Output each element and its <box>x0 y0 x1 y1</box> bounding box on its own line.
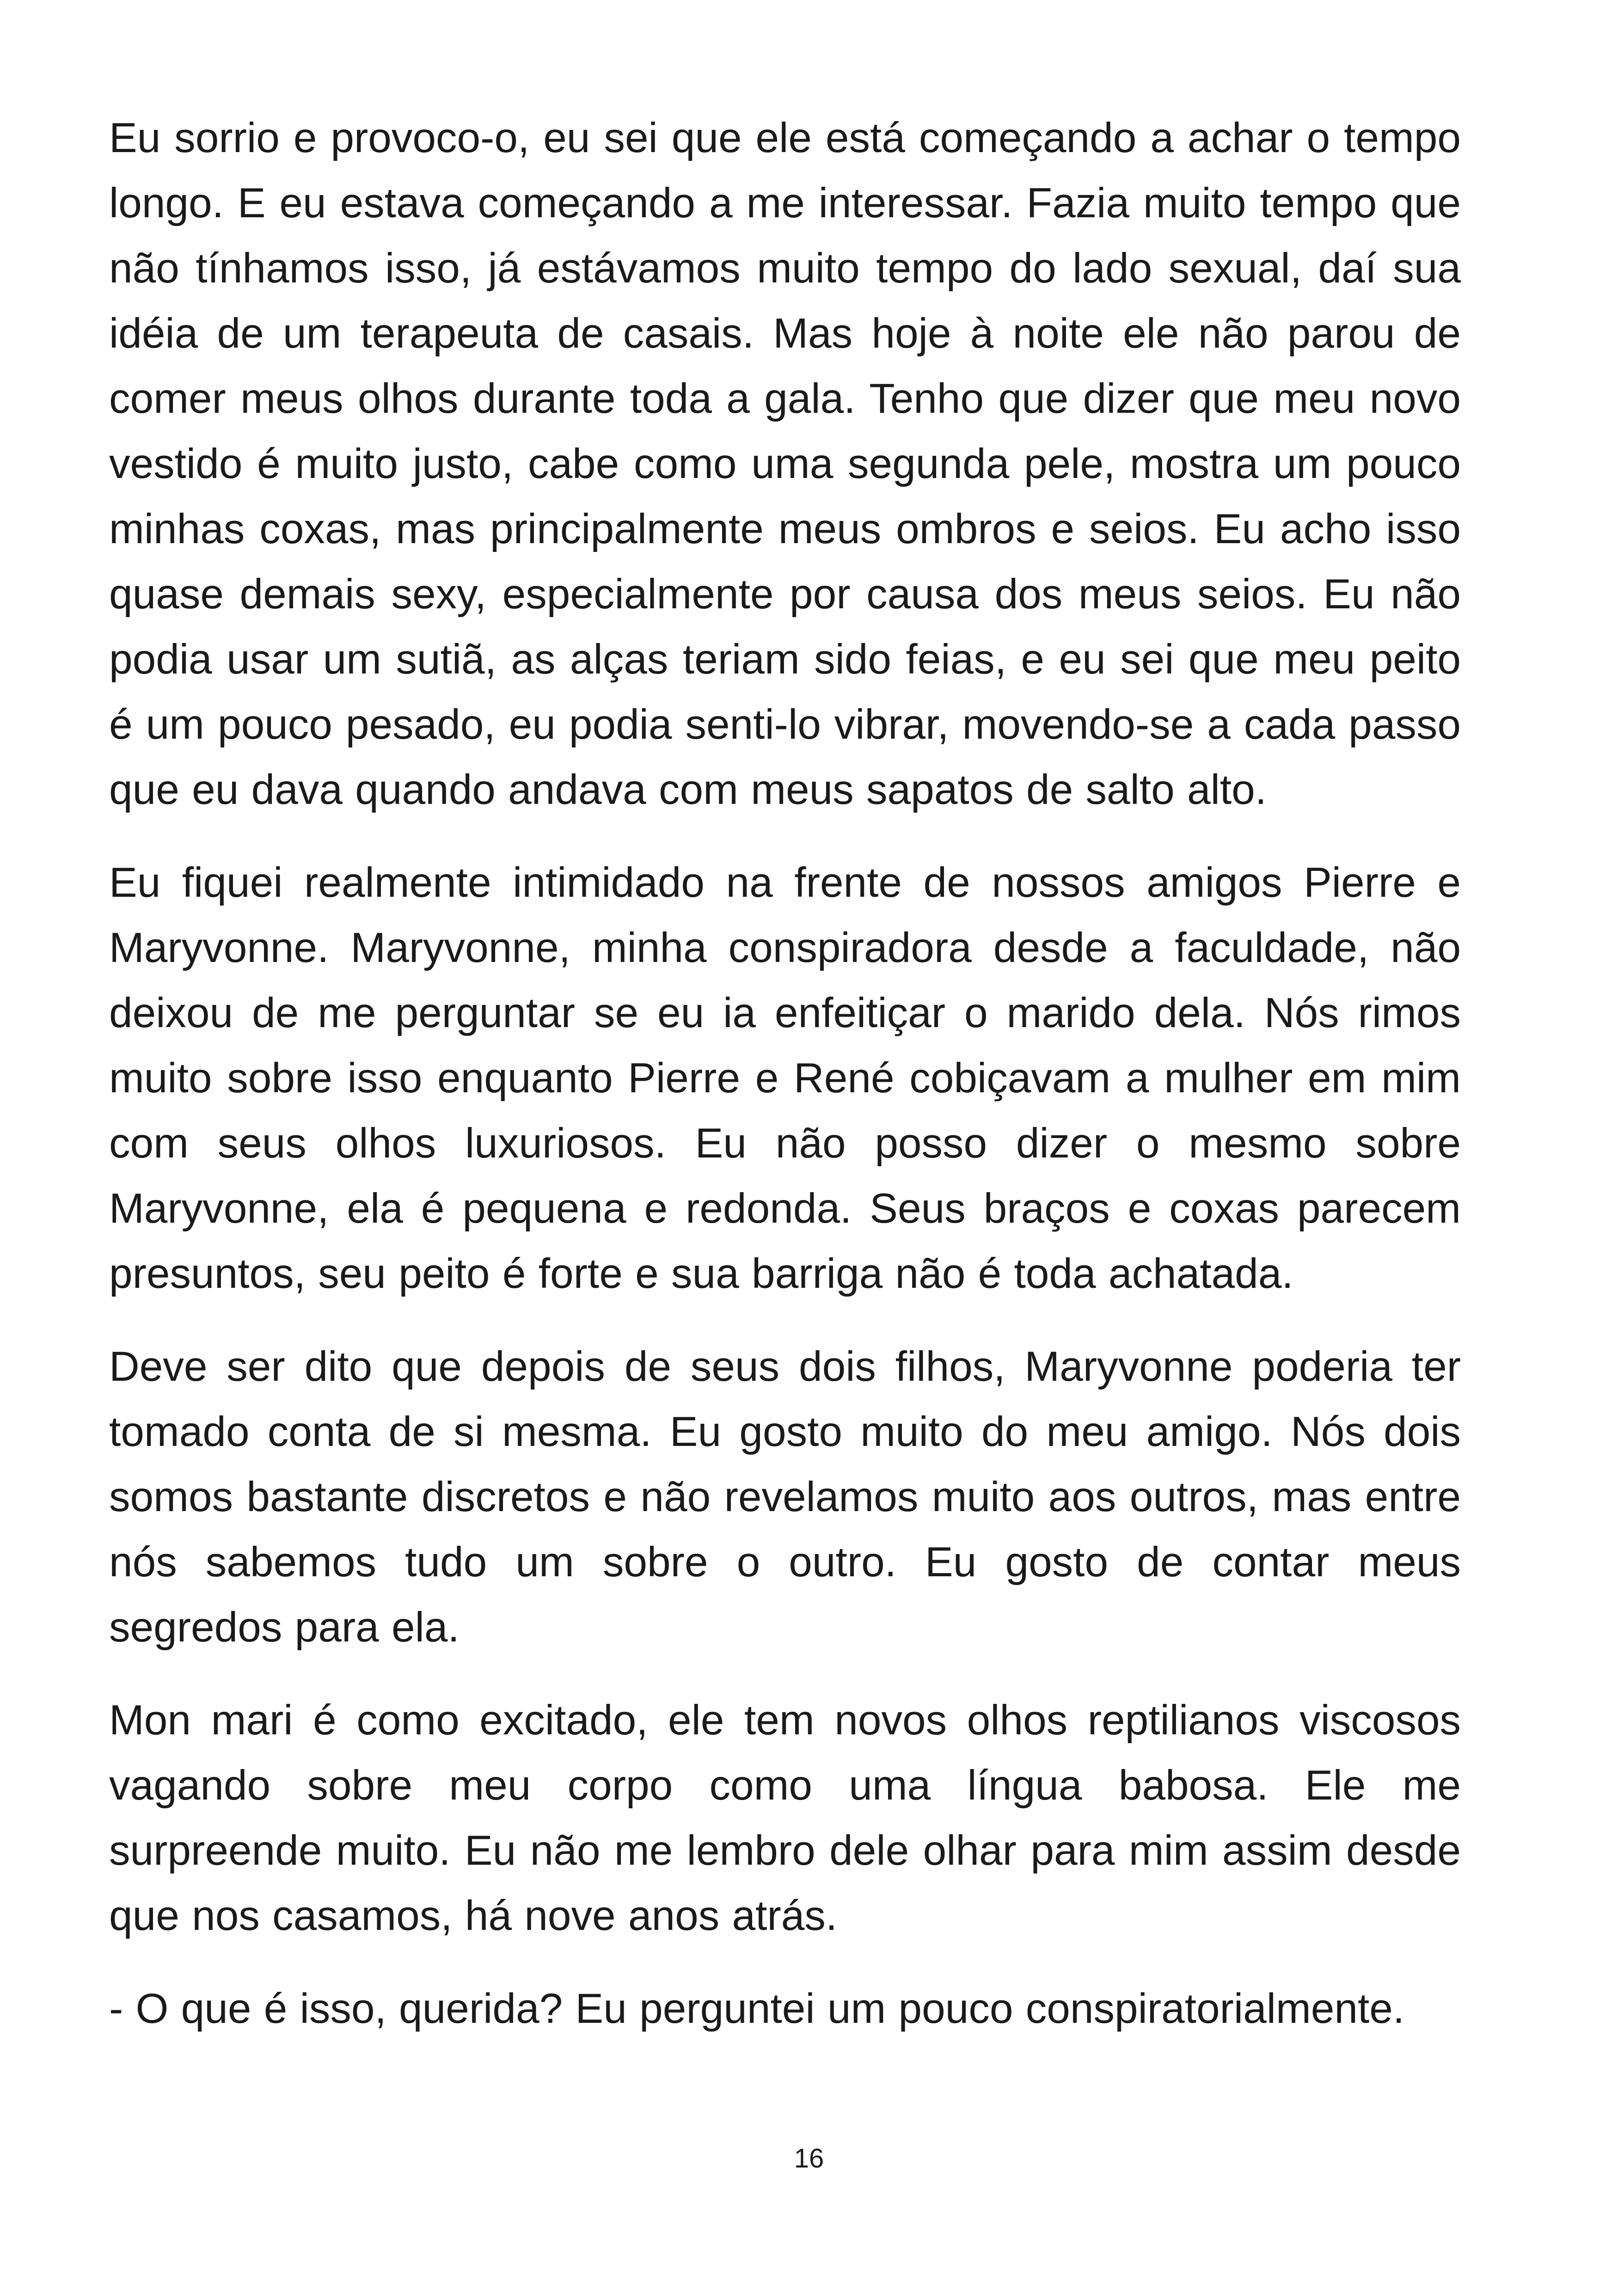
page-number: 16 <box>794 2143 824 2174</box>
paragraph-5: - O que é isso, querida? Eu perguntei um pouco conspiratorialmente. <box>109 1985 1405 2032</box>
paragraph-3: Deve ser dito que depois de seus dois filhos, Maryvonne poderia ter tomado conta de si mesma. Eu gosto muito do meu amigo. Nós dois somos bastante discretos e não revelamos muito aos outros, mas entre nós sabemos tudo um sobre o outro. Eu gosto de contar meus segredos para ela. <box>109 1343 1461 1651</box>
paragraph-4: Mon mari é como excitado, ele tem novos olhos reptilianos viscosos vagando sobre meu corpo como uma língua babosa. Ele me surpreende muito. Eu não me lembro dele olhar para mim assim desde que nos casamos, há nove anos atrás. <box>109 1697 1461 1939</box>
paragraph-1: Eu sorrio e provoco-o, eu sei que ele está começando a achar o tempo longo. E eu estava começando a me interessar. Fazia muito tempo que não tínhamos isso, já estávamos muito tempo do lado sexual, daí sua idéia de um terapeuta de casais. Mas hoje à noite ele não parou de comer meus olhos durante toda a gala. Tenho que dizer que meu novo vestido é muito justo, cabe como uma segunda pele, mostra um pouco minhas coxas, mas principalmente meus ombros e seios. Eu acho isso quase demais sexy, especialmente por causa dos meus seios. Eu não podia usar um sutiã, as alças teriam sido feias, e eu sei que meu peito é um pouco pesado, eu podia senti-lo vibrar, movendo-se a cada passo que eu dava quando andava com meus sapatos de salto alto. <box>109 115 1461 813</box>
paragraph-2: Eu fiquei realmente intimidado na frente de nossos amigos Pierre e Maryvonne. Maryvonne, minha conspiradora desde a faculdade, não deixou de me perguntar se eu ia enfeitiçar o marido dela. Nós rimos muito sobre isso enquanto Pierre e René cobiçavam a mulher em mim com seus olhos luxuriosos. Eu não posso dizer o mesmo sobre Maryvonne, ela é pequena e redonda. Seus braços e coxas parecem presuntos, seu peito é forte e sua barriga não é toda achatada. <box>109 859 1461 1297</box>
page-body <box>109 105 1461 2041</box>
